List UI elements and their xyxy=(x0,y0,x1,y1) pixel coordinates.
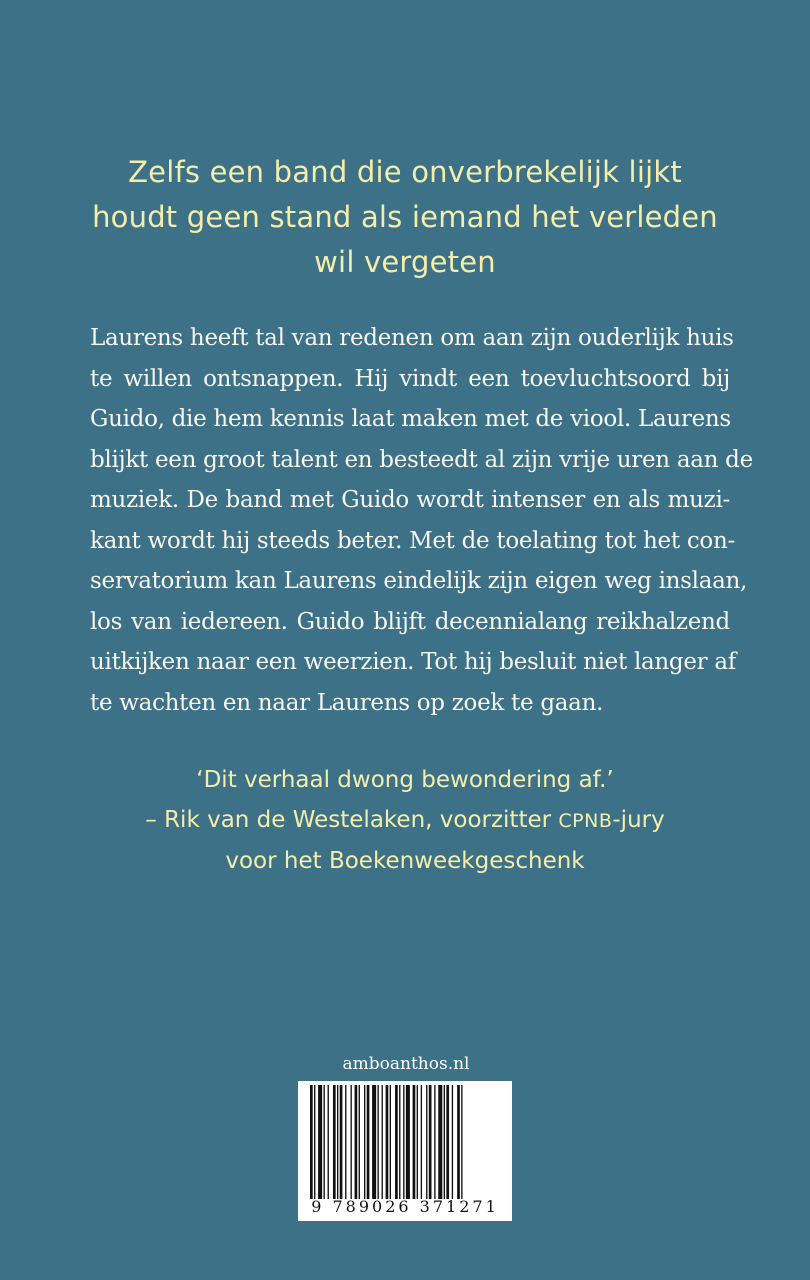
attribution-smallcaps: CPNB xyxy=(558,810,613,832)
review-quote xyxy=(0,760,810,881)
tagline xyxy=(0,150,810,285)
blurb-line: los van iedereen. Guido blijft decennialang reikhalzend xyxy=(90,608,730,635)
isbn-number: 9 789026 371271 xyxy=(311,1197,499,1216)
blurb-line: servatorium kan Laurens eindelijk zijn eigen weg inslaan, xyxy=(90,568,748,594)
blurb-line: kant wordt hij steeds beter. Met de toelating tot het con- xyxy=(90,527,735,554)
blurb-line: muziek. De band met Guido wordt intenser en als muzi- xyxy=(90,487,730,513)
attribution-prefix: – Rik van de Westelaken, voorzitter xyxy=(145,807,559,833)
tagline-line-1: Zelfs een band die onverbrekelijk lijkt xyxy=(128,155,682,189)
tagline-line-3: wil vergeten xyxy=(314,245,496,279)
blurb-line: Laurens heeft tal van redenen om aan zijn ouderlijk huis xyxy=(90,325,734,351)
quote-attribution-line-2: voor het Boekenweekgeschenk xyxy=(225,848,585,874)
blurb-line: blijkt een groot talent en besteedt al zijn vrije uren aan de xyxy=(90,446,753,473)
attribution-suffix: -jury xyxy=(612,807,665,833)
quote-attribution xyxy=(0,800,810,841)
blurb-paragraph xyxy=(90,318,753,723)
publisher-website: amboanthos.nl xyxy=(342,1054,470,1074)
tagline-line-2: houdt geen stand als iemand het verleden xyxy=(92,200,718,234)
blurb-line: te wachten en naar Laurens op zoek te gaan. xyxy=(90,689,604,716)
blurb-line: Guido, die hem kennis laat maken met de viool. Laurens xyxy=(90,406,731,432)
blurb-line: te willen ontsnappen. Hij vindt een toevluchtsoord bij xyxy=(90,365,730,392)
barcode-bars xyxy=(310,1085,502,1199)
blurb-line: uitkijken naar een weerzien. Tot hij besluit niet langer af xyxy=(90,649,736,675)
quote-text: ‘Dit verhaal dwong bewondering af.’ xyxy=(196,767,614,793)
isbn-barcode xyxy=(298,1081,512,1221)
